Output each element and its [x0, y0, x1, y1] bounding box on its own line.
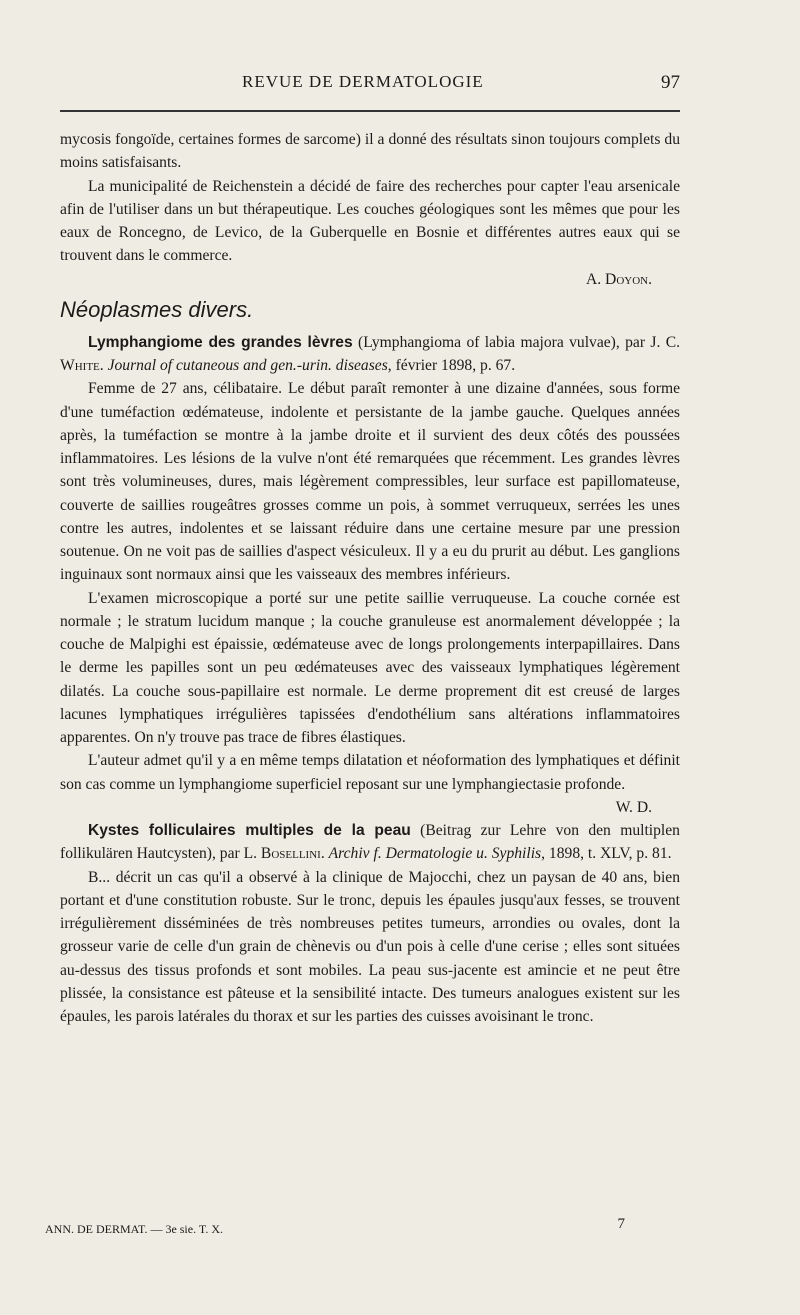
article-heading: [60, 819, 680, 866]
running-title: REVUE DE DERMATOLOGIE: [242, 72, 484, 91]
signature-line: [60, 796, 680, 819]
paragraph: L'auteur admet qu'il y a en même temps dilatation et néoformation des lymphatiques et définit son cas comme un lymphangiome superficiel reposant sur une lymphangiectasie profonde.: [60, 752, 680, 793]
paragraph: La municipalité de Reichenstein a décidé de faire des recherches pour capter l'eau arsenicale afin de l'utiliser dans un but thérapeutique. Les couches géologiques sont les mêmes que pour les eaux de Roncegno, de Levico, de la Guberquelle en Bosnie et différentes autres eaux qui se trouvent dans le commerce.: [60, 177, 680, 265]
paragraph: L'examen microscopique a porté sur une petite saillie verruqueuse. La couche cornée est normale ; le stratum lucidum manque ; la couche granuleuse est anormalement développée ; la couche de Malpighi est épaissie, œdémateuse avec de longs prolongements interpapillaires. Dans le derme les papilles sont un peu œdémateuses avec des vaisseaux lymphatiques légèrement dilatés. La couche sous-papillaire est normale. Le derme proprement dit est creusé de larges lacunes lymphatiques irrégulières tapissées d'endothélium sans altérations inflammatoires apparentes. On n'y trouve pas trace de fibres élastiques.: [60, 589, 680, 746]
footer-signature-mark: ANN. DE DERMAT. — 3e sie. T. X.: [45, 1222, 223, 1236]
header-rule: [60, 110, 680, 112]
article-author: White: [60, 357, 100, 374]
article-title: Kystes folliculaires multiples de la peau: [88, 822, 411, 839]
article-title: Lymphangiome des grandes lèvres: [88, 333, 353, 351]
article-ref: .: [320, 845, 329, 863]
journal-name: Archiv f. Dermatologie u. Syphilis: [328, 845, 542, 863]
signature-number: 7: [617, 1216, 625, 1232]
article-ref: .: [99, 357, 108, 374]
signature: W. D.: [615, 798, 652, 816]
journal-name: Journal of cutaneous and gen.-urin. diseases: [107, 357, 388, 374]
article-ref: , février 1898, p. 67.: [387, 357, 516, 374]
paragraph: Femme de 27 ans, célibataire. Le début paraît remonter à une dizaine d'années, sous forme d'une tuméfaction œdémateuse, indolente et persistante de la jambe gauche. Quelques années après, la tuméfaction se montre à la jambe droite et il survient des deux côtés des poussées inflammatoires. Les lésions de la vulve n'ont été remarquées que récemment. Les grandes lèvres sont très volumineuses, dures, mais légèrement compressibles, leur surface est papillomateuse, couverte de saillies rougeâtres grosses comme un pois, à sommet verruqueux, serrées les unes contre les autres, indolentes et se laissant réduire dans une certaine mesure par une pression soutenue. On ne voit pas de saillies d'aspect vésiculeux. Il y a eu du prurit au début. Les ganglions inguinaux sont normaux ainsi que les vaisseaux des membres inférieurs.: [60, 380, 680, 584]
section-title: Néoplasmes divers.: [60, 296, 254, 322]
page-number: 97: [661, 72, 680, 93]
paragraph: mycosis fongoïde, certaines formes de sarcome) il a donné des résultats sinon toujours complets du moins satisfaisants.: [60, 131, 680, 172]
page-body: [60, 128, 680, 1028]
page-header: [60, 72, 680, 100]
signature: A. Doyon.: [586, 270, 652, 288]
article-ref: (Beitrag zur Lehre von den multiplen follikulären Hautcysten), par L.: [60, 822, 680, 863]
article-heading: [60, 331, 680, 378]
article-ref: , 1898, t. XLV, p. 81.: [541, 845, 672, 863]
signature-line: [60, 268, 680, 291]
article-author: Bosellini: [260, 845, 321, 863]
paragraph: B... décrit un cas qu'il a observé à la clinique de Majocchi, chez un paysan de 40 ans, bien portant et d'une constitution robuste. Sur le tronc, depuis les épaules jusqu'aux fesses, se trouvent irrégulièrement disséminées de très nombreuses petites tumeurs, arrondies ou ovales, dont la grosseur varie de celle d'un grain de chènevis ou d'un pois à celle d'une cerise ; elles sont situées au-dessus des tissus profonds et sont mobiles. La peau sus-jacente est amincie et ne peut être plissée, la consistance est pâteuse et la sensibilité intacte. Des tumeurs analogues existent sur les épaules, les parois latérales du thorax et sur les parties des cuisses avoisinant le tronc.: [60, 868, 680, 1025]
article-ref: (Lymphangioma of labia majora vulvae), par J. C.: [352, 333, 680, 351]
page-footer: [45, 1216, 625, 1237]
